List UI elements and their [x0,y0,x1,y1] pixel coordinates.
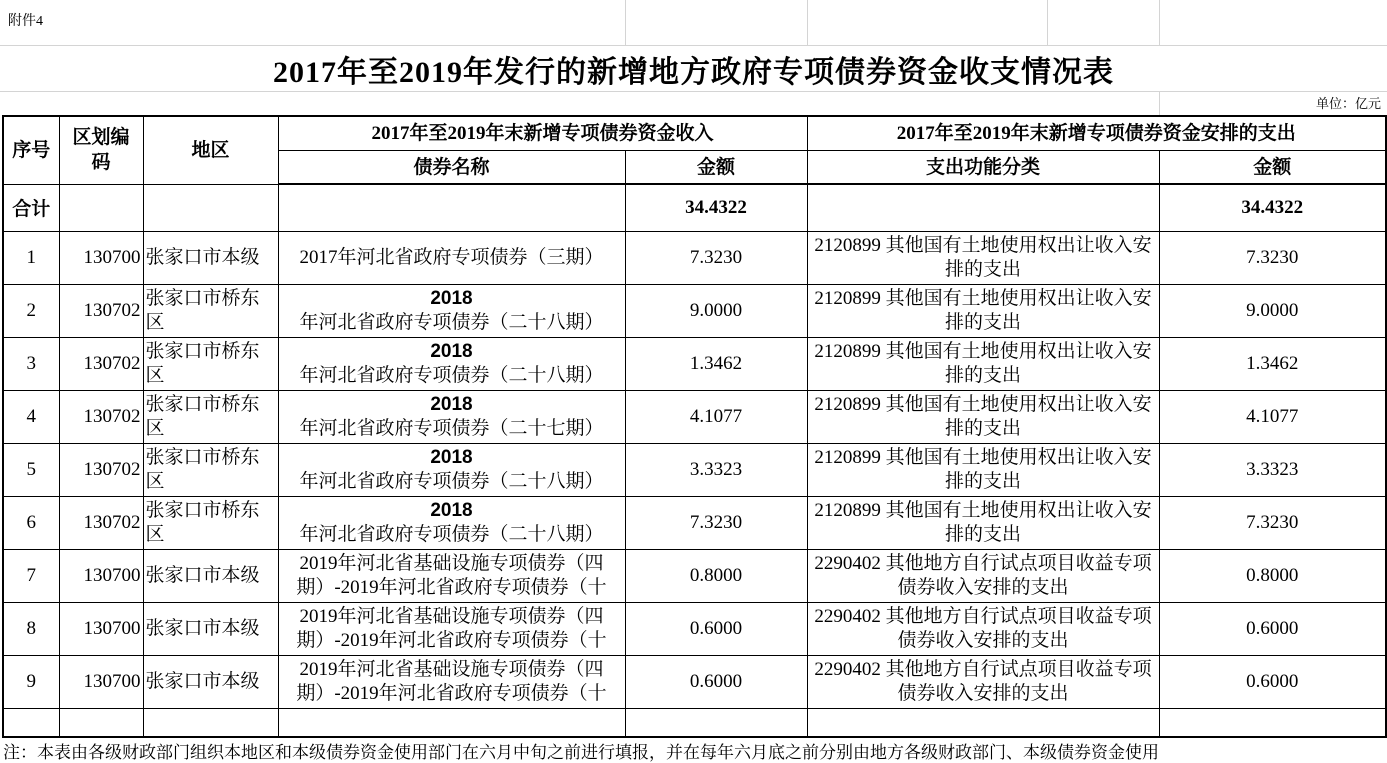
bond-name-cell: 2018年河北省政府专项债券（二十八期） [278,285,625,338]
expense-function-cell: 2120899 其他国有土地使用权出让收入安排的支出 [807,232,1159,285]
header-row-1 [3,116,1386,151]
table-row [3,550,1386,603]
page-title: 2017年至2019年发行的新增地方政府专项债券资金收支情况表 [273,56,1114,89]
income-amount-cell: 4.1077 [625,391,807,444]
expense-function-cell: 2120899 其他国有土地使用权出让收入安排的支出 [807,285,1159,338]
region-code-cell: 130702 [59,338,143,391]
bond-year-bold: 2018 [430,500,473,521]
empty-row [3,709,1386,738]
header-region-code-label: 区划编码 [72,127,130,174]
faint-gridline-horizontal [0,45,1387,46]
region-code-cell: 130700 [59,656,143,709]
region-cell: 张家口市桥东区 [143,338,278,391]
table-row [3,444,1386,497]
table-row [3,391,1386,444]
expense-amount-cell: 4.1077 [1159,391,1386,444]
empty-cell [625,709,807,738]
region-cell: 张家口市桥东区 [143,285,278,338]
expense-function-cell: 2290402 其他地方自行试点项目收益专项债券收入安排的支出 [807,550,1159,603]
bond-funds-table [2,115,1387,738]
expense-function-cell: 2120899 其他国有土地使用权出让收入安排的支出 [807,497,1159,550]
seq-cell: 4 [3,391,59,444]
seq-cell: 3 [3,338,59,391]
seq-cell: 7 [3,550,59,603]
total-code-cell [59,184,143,232]
header-region-code [59,116,143,184]
empty-cell [143,709,278,738]
bond-name-cell: 2017年河北省政府专项债券（三期） [278,232,625,285]
total-bond-cell [278,184,625,232]
bond-year-bold: 2018 [430,341,473,362]
bond-name-cell: 2018年河北省政府专项债券（二十八期） [278,338,625,391]
region-code-cell: 130702 [59,285,143,338]
seq-cell: 2 [3,285,59,338]
region-code-cell: 130702 [59,391,143,444]
region-code-cell: 130700 [59,603,143,656]
bond-name-cell: 2019年河北省基础设施专项债券（四期）-2019年河北省政府专项债券（十 [278,656,625,709]
region-code-cell: 130702 [59,444,143,497]
expense-amount-cell: 9.0000 [1159,285,1386,338]
region-cell: 张家口市桥东区 [143,444,278,497]
total-row [3,184,1386,232]
total-income-amount-cell: 34.4322 [625,184,807,232]
seq-cell: 6 [3,497,59,550]
income-amount-cell: 7.3230 [625,232,807,285]
region-cell: 张家口市桥东区 [143,497,278,550]
faint-gridline-vertical [625,0,626,45]
empty-cell [278,709,625,738]
bond-name-cell: 2018年河北省政府专项债券（二十八期） [278,444,625,497]
header-bond-name: 债券名称 [278,151,625,185]
expense-amount-cell: 7.3230 [1159,232,1386,285]
income-amount-cell: 1.3462 [625,338,807,391]
total-expense-function-cell [807,184,1159,232]
expense-function-cell: 2120899 其他国有土地使用权出让收入安排的支出 [807,391,1159,444]
attachment-label: 附件4 [8,14,43,29]
bond-year-bold: 2018 [430,394,473,415]
total-region-cell [143,184,278,232]
table-row [3,603,1386,656]
income-amount-cell: 0.6000 [625,656,807,709]
income-amount-cell: 0.8000 [625,550,807,603]
faint-gridline-vertical [807,0,808,45]
header-expense-function: 支出功能分类 [807,151,1159,185]
faint-gridline-vertical [1159,91,1160,115]
header-income-amount: 金额 [625,151,807,185]
table-row [3,497,1386,550]
seq-cell: 1 [3,232,59,285]
faint-gridline-horizontal [0,91,1387,92]
expense-amount-cell: 3.3323 [1159,444,1386,497]
bond-year-bold: 2018 [430,447,473,468]
expense-function-cell: 2290402 其他地方自行试点项目收益专项债券收入安排的支出 [807,603,1159,656]
region-code-cell: 130700 [59,232,143,285]
seq-cell: 8 [3,603,59,656]
table-row [3,285,1386,338]
empty-cell [807,709,1159,738]
seq-cell: 9 [3,656,59,709]
header-region: 地区 [143,116,278,184]
region-cell: 张家口市本级 [143,656,278,709]
income-amount-cell: 0.6000 [625,603,807,656]
empty-cell [59,709,143,738]
expense-amount-cell: 0.8000 [1159,550,1386,603]
header-expense-amount: 金额 [1159,151,1386,185]
table-row [3,232,1386,285]
expense-function-cell: 2120899 其他国有土地使用权出让收入安排的支出 [807,338,1159,391]
bond-name-cell: 2018年河北省政府专项债券（二十七期） [278,391,625,444]
faint-gridline-vertical [1047,0,1048,45]
header-seq: 序号 [3,116,59,184]
table-note: 注：本表由各级财政部门组织本地区和本级债券资金使用部门在六月中旬之前进行填报，并在每年六月底之前分别由地方各级财政部门、本级债券资金使用 [3,743,1159,762]
seq-cell: 5 [3,444,59,497]
expense-function-cell: 2120899 其他国有土地使用权出让收入安排的支出 [807,444,1159,497]
empty-cell [3,709,59,738]
table-row [3,656,1386,709]
income-amount-cell: 3.3323 [625,444,807,497]
expense-amount-cell: 0.6000 [1159,656,1386,709]
bond-year-bold: 2018 [430,288,473,309]
header-income-group: 2017年至2019年末新增专项债券资金收入 [278,116,807,151]
unit-label: 单位：亿元 [1315,96,1381,111]
expense-amount-cell: 0.6000 [1159,603,1386,656]
total-expense-amount-cell: 34.4322 [1159,184,1386,232]
table-row [3,338,1386,391]
income-amount-cell: 7.3230 [625,497,807,550]
expense-amount-cell: 1.3462 [1159,338,1386,391]
region-cell: 张家口市桥东区 [143,391,278,444]
expense-function-cell: 2290402 其他地方自行试点项目收益专项债券收入安排的支出 [807,656,1159,709]
header-expense-group: 2017年至2019年末新增专项债券资金安排的支出 [807,116,1386,151]
income-amount-cell: 9.0000 [625,285,807,338]
region-cell: 张家口市本级 [143,603,278,656]
region-code-cell: 130702 [59,497,143,550]
faint-gridline-vertical [1159,0,1160,45]
bond-name-cell: 2018年河北省政府专项债券（二十八期） [278,497,625,550]
total-label-cell: 合计 [3,184,59,232]
empty-cell [1159,709,1386,738]
expense-amount-cell: 7.3230 [1159,497,1386,550]
bond-name-cell: 2019年河北省基础设施专项债券（四期）-2019年河北省政府专项债券（十 [278,603,625,656]
region-cell: 张家口市本级 [143,232,278,285]
region-code-cell: 130700 [59,550,143,603]
region-cell: 张家口市本级 [143,550,278,603]
bond-name-cell: 2019年河北省基础设施专项债券（四期）-2019年河北省政府专项债券（十 [278,550,625,603]
